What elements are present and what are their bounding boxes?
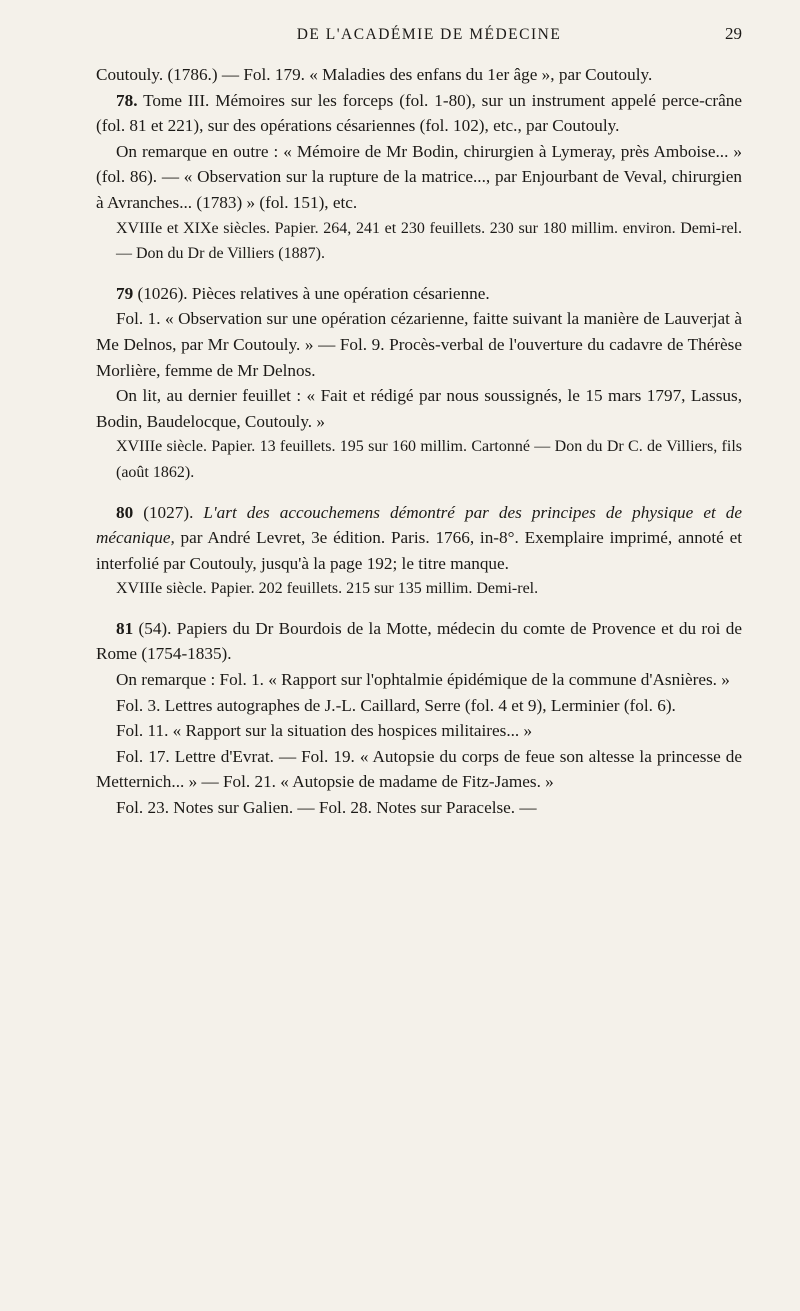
entry-81-item: Fol. 11. « Rapport sur la situation des hospices militaires... »	[116, 721, 533, 741]
entry-78-paragraph	[96, 88, 742, 139]
entry-text: Tome III. Mémoires sur les forceps (fol. 1-80), sur un instrument appelé perce-crâne (fol. 81 et 221), sur des opérations césariennes (fol. 102), etc., par Coutouly.	[96, 90, 742, 136]
entry-text: par André Levret, 3e édition. Paris. 1766, in-8°. Exemplaire imprimé, annoté et interfolié par Coutouly, jusqu'à la page 192; le titre manque.	[96, 528, 742, 573]
book-title: L'art des accouchemens démontré par des principes de physique et de mécanique,	[96, 502, 742, 548]
entry-77-continuation: Coutouly. (1786.) — Fol. 179. « Maladies des enfans du 1er âge », par Coutouly.	[96, 65, 653, 84]
entry-80-heading	[96, 500, 742, 577]
entry-number: 80	[116, 502, 134, 522]
entry-81-heading	[96, 616, 742, 667]
entry-79-contents: Fol. 1. « Observation sur une opération cézarienne, faitte suivant la manière de Lauverjat à Me Delnos, par Mr Coutouly. » — Fol. 9. Procès-verbal de l'ouverture du cadavre de Thérèse Morlière, femme de Mr Delnos.	[96, 309, 742, 380]
entry-78-remark: On remarque en outre : « Mémoire de Mr Bodin, chirurgien à Lymeray, près Amboise... » (fol. 86). — « Observation sur la rupture de la matrice..., par Enjourbant de Veval, chirurgien à Avranches... (1783) » (fol. 151), etc.	[96, 141, 742, 212]
entry-text: (54). Papiers du Dr Bourdois de la Motte, médecin du comte de Provence et du roi de Rome (1754-1835).	[96, 618, 742, 664]
running-head	[96, 22, 742, 62]
entry-text: (1027).	[133, 502, 204, 522]
entry-81-item: Fol. 3. Lettres autographes de J.-L. Caillard, Serre (fol. 4 et 9), Lerminier (fol. 6).	[116, 695, 676, 715]
entry-80-physical-description: XVIIIe siècle. Papier. 202 feuillets. 215 sur 135 millim. Demi-rel.	[116, 580, 539, 598]
entry-78-physical-description: XVIIIe et XIXe siècles. Papier. 264, 241 et 230 feuillets. 230 sur 180 millim. environ. Demi-rel. — Don du Dr de Villiers (1887).	[116, 219, 742, 263]
entry-79-remark: On lit, au dernier feuillet : « Fait et rédigé par nous soussignés, le 15 mars 1797, Lassus, Bodin, Baudelocque, Coutouly. »	[96, 386, 742, 431]
entry-number: 81	[116, 618, 134, 638]
entry-81-item: Fol. 17. Lettre d'Evrat. — Fol. 19. « Autopsie du corps de feue son altesse la princesse de Metternich... » — Fol. 21. « Autopsie de madame de Fitz-James. »	[96, 746, 742, 792]
entry-number: 78.	[116, 90, 138, 110]
entry-81-remark: On remarque : Fol. 1. « Rapport sur l'ophtalmie épidémique de la commune d'Asnières. »	[116, 670, 730, 690]
page-number: 29	[725, 24, 742, 43]
entry-number: 79	[116, 283, 134, 303]
entry-79-physical-description: XVIIIe siècle. Papier. 13 feuillets. 195 sur 160 millim. Cartonné — Don du Dr C. de Villiers, fils (août 1862).	[116, 438, 742, 481]
entry-79-heading	[96, 281, 742, 307]
running-title: DE L'ACADÉMIE DE MÉDECINE	[296, 26, 562, 43]
entry-81-item: Fol. 23. Notes sur Galien. — Fol. 28. Notes sur Paracelse. —	[116, 798, 537, 818]
entry-text: (1026). Pièces relatives à une opération césarienne.	[133, 283, 490, 303]
